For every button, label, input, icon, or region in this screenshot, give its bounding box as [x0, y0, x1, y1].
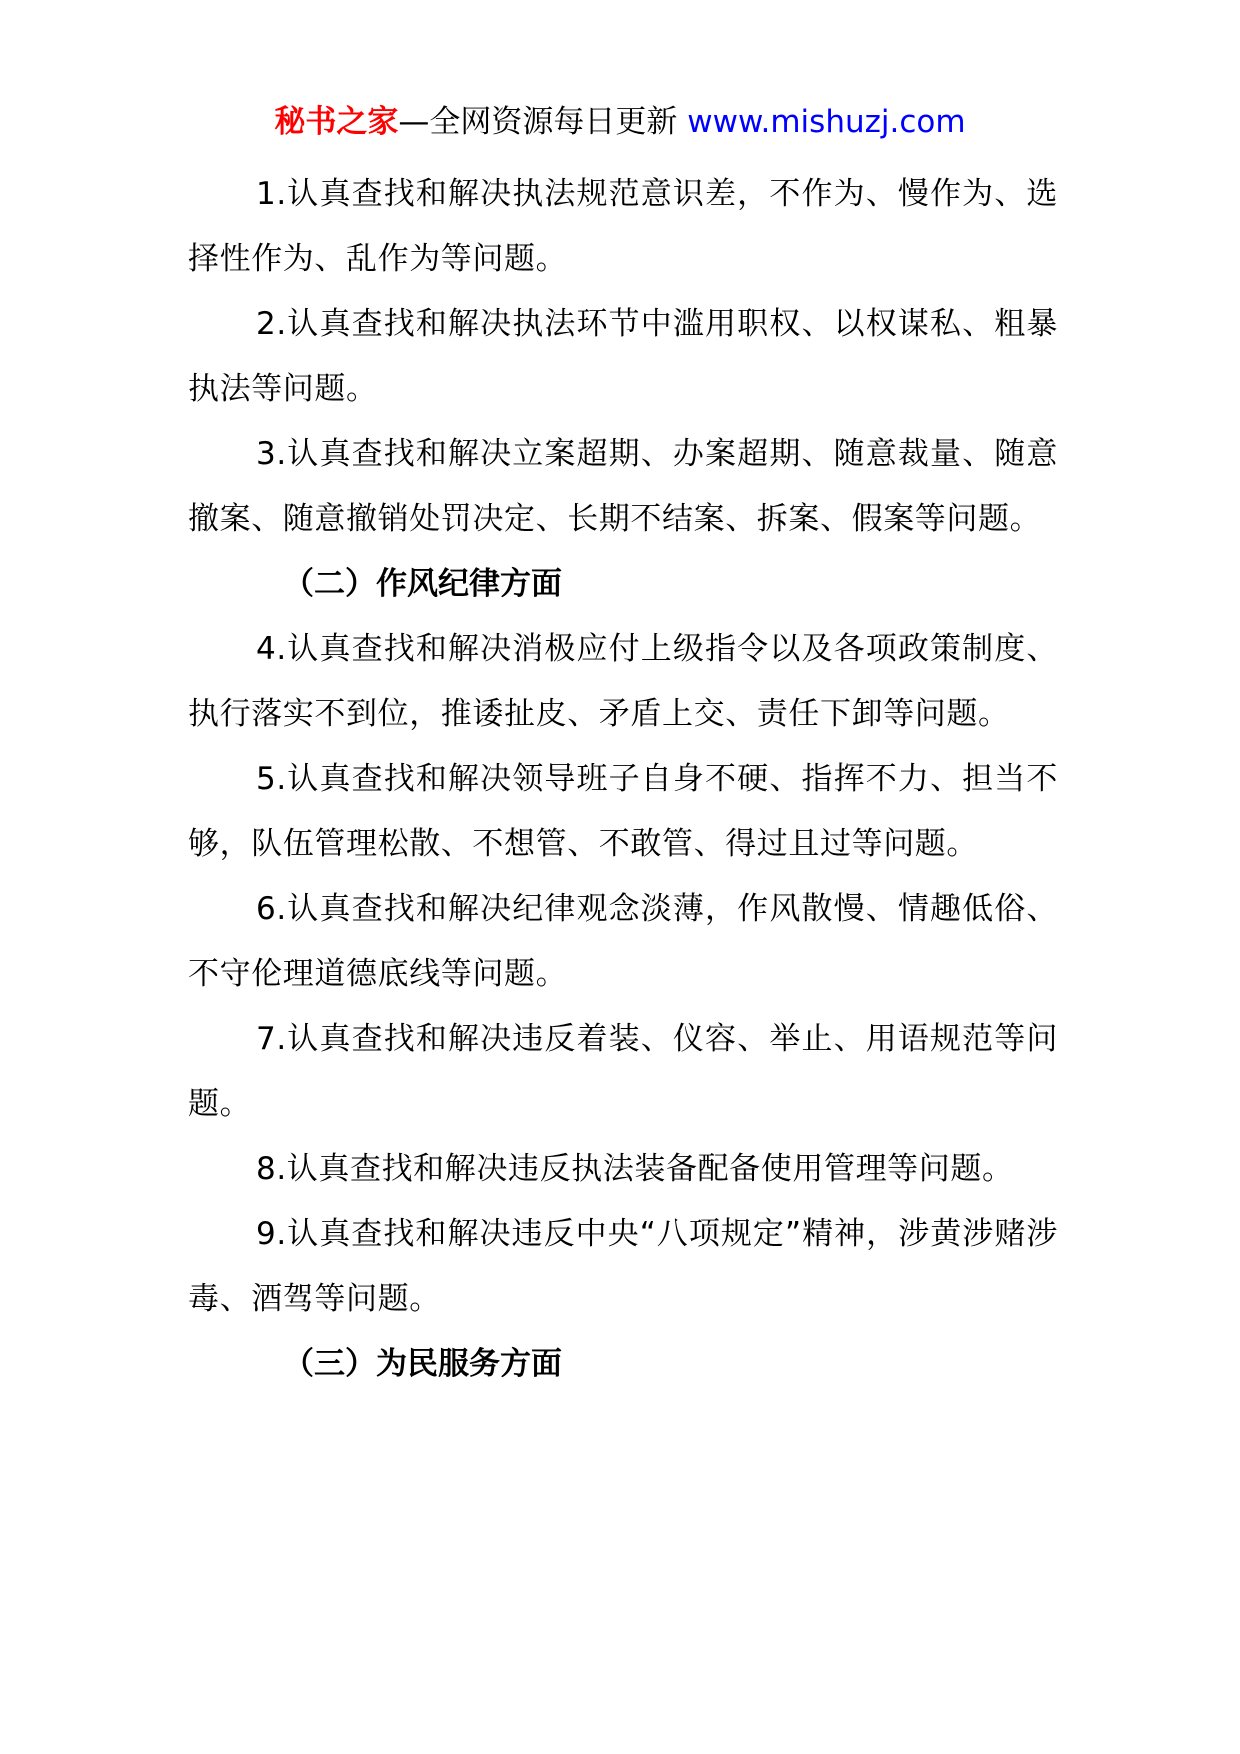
header-slogan: —全网资源每日更新 — [398, 104, 678, 140]
page-header — [0, 100, 1240, 144]
item-8: 8.认真查找和解决违反执法装备配备使用管理等问题。 — [256, 1151, 1014, 1187]
header-url[interactable]: www.mishuzj.com — [687, 104, 966, 140]
document-body — [188, 162, 1058, 1397]
item-1: 1.认真查找和解决执法规范意识差，不作为、慢作为、选择性作为、乱作为等问题。 — [188, 176, 1058, 277]
section-heading-3: （三）为民服务方面 — [283, 1346, 562, 1382]
section-heading-2: （二）作风纪律方面 — [283, 566, 562, 602]
item-7: 7.认真查找和解决违反着装、仪容、举止、用语规范等问题。 — [188, 1021, 1058, 1122]
item-2: 2.认真查找和解决执法环节中滥用职权、以权谋私、粗暴执法等问题。 — [188, 306, 1058, 407]
item-4: 4.认真查找和解决消极应付上级指令以及各项政策制度、执行落实不到位，推诿扯皮、矛盾上交、责任下卸等问题。 — [188, 631, 1058, 732]
brand-name: 秘书之家 — [274, 104, 399, 140]
item-5: 5.认真查找和解决领导班子自身不硬、指挥不力、担当不够，队伍管理松散、不想管、不敢管、得过且过等问题。 — [188, 761, 1058, 862]
item-6: 6.认真查找和解决纪律观念淡薄，作风散慢、情趣低俗、不守伦理道德底线等问题。 — [188, 891, 1058, 992]
item-9: 9.认真查找和解决违反中央“八项规定”精神，涉黄涉赌涉毒、酒驾等问题。 — [188, 1216, 1058, 1317]
item-3: 3.认真查找和解决立案超期、办案超期、随意裁量、随意撤案、随意撤销处罚决定、长期不结案、拆案、假案等问题。 — [188, 436, 1058, 537]
